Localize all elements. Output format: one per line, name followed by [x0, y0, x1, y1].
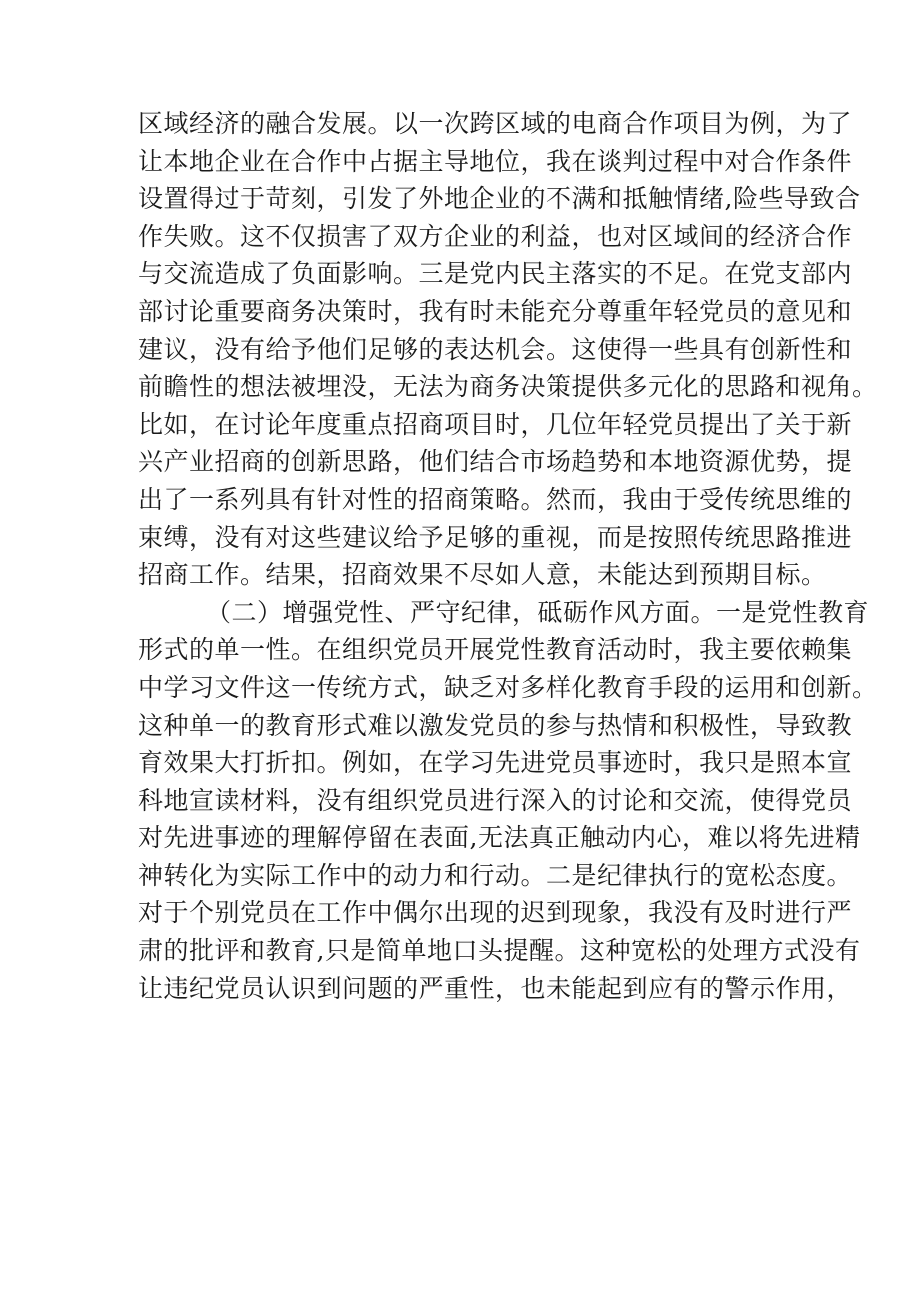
- text-line: 比如，在讨论年度重点招商项目时，几位年轻党员提出了关于新: [138, 409, 853, 439]
- text-line: 招商工作。结果，招商效果不尽如人意，未能达到预期目标。: [138, 560, 827, 590]
- text-line: 形式的单一性。在组织党员开展党性教育活动时，我主要依赖集: [138, 635, 853, 665]
- text-line: 对于个别党员在工作中偶尔出现的迟到现象，我没有及时进行严: [138, 898, 853, 928]
- text-line: 束缚，没有对这些建议给予足够的重视，而是按照传统思路推进: [138, 522, 853, 552]
- text-line: 对先进事迹的理解停留在表面,无法真正触动内心，难以将先进精: [138, 823, 861, 853]
- body-text: [138, 105, 878, 1007]
- text-line: 这种单一的教育形式难以激发党员的参与热情和积极性，导致教: [138, 710, 853, 740]
- text-line: 让本地企业在合作中占据主导地位，我在谈判过程中对合作条件: [138, 146, 853, 176]
- text-line: 育效果大打折扣。例如，在学习先进党员事迹时，我只是照本宣: [138, 748, 853, 778]
- text-line: 出了一系列具有针对性的招商策略。然而，我由于受传统思维的: [138, 484, 853, 514]
- text-line: 与交流造成了负面影响。三是党内民主落实的不足。在党支部内: [138, 259, 853, 289]
- text-line: 神转化为实际工作中的动力和行动。二是纪律执行的宽松态度。: [138, 860, 853, 890]
- section-heading-line: （二）增强党性、严守纪律，砥砺作风方面。一是党性教育: [206, 597, 870, 627]
- text-line: 中学习文件这一传统方式，缺乏对多样化教育手段的运用和创新。: [138, 672, 878, 702]
- text-line: 部讨论重要商务决策时，我有时未能充分尊重年轻党员的意见和: [138, 296, 853, 326]
- text-line: 前瞻性的想法被埋没，无法为商务决策提供多元化的思路和视角。: [138, 372, 878, 402]
- text-line: 让违纪党员认识到问题的严重性，也未能起到应有的警示作用，: [138, 973, 853, 1003]
- text-line: 兴产业招商的创新思路，他们结合市场趋势和本地资源优势，提: [138, 447, 853, 477]
- text-line: 作失败。这不仅损害了双方企业的利益，也对区域间的经济合作: [138, 221, 853, 251]
- text-line: 设置得过于苛刻，引发了外地企业的不满和抵触情绪,险些导致合: [138, 184, 861, 214]
- text-line: 区域经济的融合发展。以一次跨区域的电商合作项目为例，为了: [138, 109, 853, 138]
- text-line: 肃的批评和教育,只是简单地口头提醒。这种宽松的处理方式没有: [138, 936, 861, 966]
- text-line: 建议，没有给予他们足够的表达机会。这使得一些具有创新性和: [138, 334, 853, 364]
- text-line: 科地宣读材料，没有组织党员进行深入的讨论和交流，使得党员: [138, 785, 853, 815]
